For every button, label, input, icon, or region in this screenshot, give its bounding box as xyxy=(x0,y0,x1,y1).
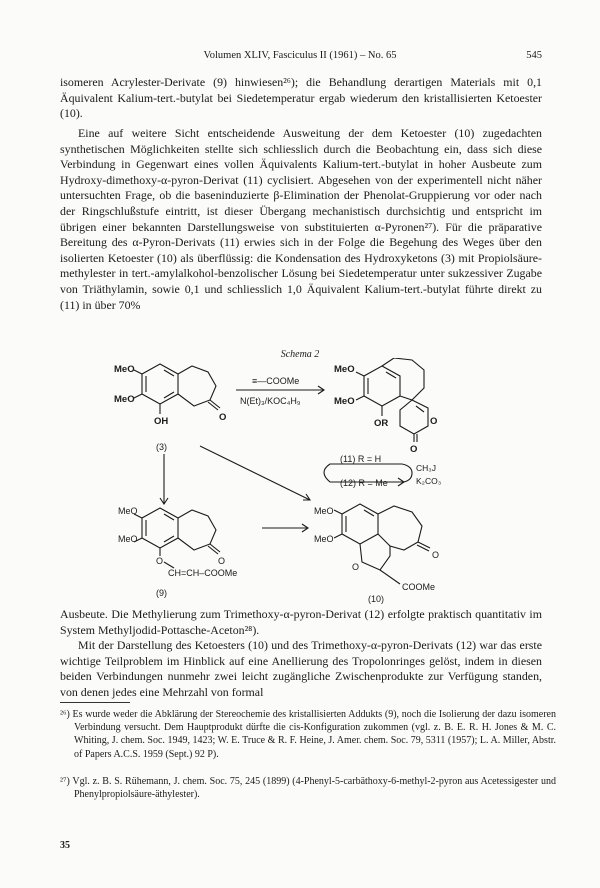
label-compound-3: (3) xyxy=(156,442,167,452)
page-number: 545 xyxy=(526,50,542,61)
label-meo: MeO xyxy=(334,396,355,407)
paragraph-1: isomeren Acrylester-Derivate (9) hinwiesen²⁶); die Behandlung derartigen Materials mit 0,1 Äquivalent Kalium-tert.-butylat bei Siedetemperatur ergab wiederum den kristallisierten Ketoester (10). xyxy=(60,75,542,121)
label-oh: OH xyxy=(154,416,169,427)
label-compound-9: (9) xyxy=(156,588,167,598)
footnote-26: ²⁶) Es wurde weder die Abklärung der Stereochemie des kristallisierten Addukts (9), noch die Isolierung der dazu isomeren Verbindung versucht. Dem Hauptprodukt dürfte die cis-Konfiguration zukommen (vgl. z. B. E. R. H. Jones & M. C. Whiting, J. chem. Soc. 1949, 1423; W. E. Truce & R. F. Heine, J. Amer. chem. Soc. 79, 5311 (1957); L. A. Miller, Abstr. of Papers A.C.S. 1959 (Sept.) 92 P). xyxy=(60,709,556,760)
label-meo: MeO xyxy=(118,506,138,516)
signature-mark: 35 xyxy=(60,840,70,851)
label-o: O xyxy=(410,444,418,455)
label-compound-11: (11) R = H xyxy=(340,454,382,464)
running-header xyxy=(0,50,600,66)
paragraph-2: Eine auf weitere Sicht entscheidende Ausweitung der dem Ketoester (10) zugedachten synthetischen Möglichkeiten stellte sich schliesslich durch die Beobachtung ein, dass sich diese Verbindung in Gegenwart eines vollen Äquivalents Kalium-tert.-butylat in hoher Ausbeute zum Hydroxy-dimethoxy-α-pyron-Derivat (11) cyclisiert. Abgesehen von der experimentell nicht näher untersuchten Frage, ob die baseninduzierte β-Elimination der Phenolat-Gruppierung vor oder nach der Ringschlußstufe eintritt, ist dieser Übergang mechanistisch durchsichtig und entspricht im übrigen einer bekannten Darstellungsweise von substituierten α-Pyronen²⁷). Für die präparative Bereitung des α-Pyron-Derivats (11) erwies sich in der Folge die Begehung des Weges über den isolierten Ketoester (10) als überflüssig: die Kondensation des Hydroxyketons (3) mit Propiolsäure-methylester in tert.-amylalkohol-benzolischer Lösung bei Siedetemperatur unter sukzessiver Zugabe von Triäthylamin, sowie 0,1 und schliesslich 1,0 Äquivalent Kalium-tert.-butylat führte direkt zu (11) in über 70% xyxy=(60,126,542,312)
label-coome: COOMe xyxy=(402,582,436,592)
footnote-27: ²⁷) Vgl. z. B. S. Rühemann, J. chem. Soc. 75, 245 (1899) (4-Phenyl-5-carbäthoxy-6-methyl-2-pyron aus Acetessigester und Phenylpropiolsäure-äthylester). xyxy=(60,776,556,801)
compound-3-structure xyxy=(134,364,220,414)
reaction-arrow-diagonal xyxy=(200,446,310,500)
label-meo: MeO xyxy=(314,506,334,516)
label-or: OR xyxy=(374,418,389,429)
label-o: O xyxy=(430,416,438,427)
reagent-base: N(Et)₃/KOC₄H₉ xyxy=(240,396,301,406)
paragraph-4: Mit der Darstellung des Ketoesters (10) und des Trimethoxy-α-pyron-Derivats (12) war das erste wichtige Teilproblem im Hinblick auf eine Anellierung des Tropolonringes gelöst, indem in diesen beiden Verbindungen nunmehr zwei leicht zugängliche Zwischenprodukte zur Verfügung standen, von denen jedes eine Mehrzahl von formal xyxy=(60,638,542,699)
label-meo: MeO xyxy=(314,534,334,544)
paragraph-3: Ausbeute. Die Methylierung zum Trimethoxy-α-pyron-Derivat (12) erfolgte praktisch quantitativ im System Methyljodid-Pottasche-Aceton²⁸). xyxy=(60,607,542,637)
label-o: O xyxy=(218,556,226,566)
reagent-propiolate: ≡—COOMe xyxy=(252,376,300,386)
label-o: O xyxy=(432,550,440,560)
label-meo: MeO xyxy=(114,364,135,375)
compound-9-structure xyxy=(134,508,220,568)
compound-11-12-structure xyxy=(356,358,428,442)
footnote-rule xyxy=(60,702,130,703)
label-o: O xyxy=(219,412,227,423)
reaction-scheme-2 xyxy=(112,358,512,606)
reagent-methyl-iodide: CH₃J xyxy=(416,463,436,473)
label-compound-10: (10) xyxy=(368,594,385,604)
label-meo: MeO xyxy=(334,364,355,375)
label-meo: MeO xyxy=(114,394,135,405)
label-meo: MeO xyxy=(118,534,138,544)
compound-10-structure xyxy=(334,504,430,584)
scheme-title: Schema 2 xyxy=(280,349,320,360)
label-o: O xyxy=(156,556,164,566)
label-compound-12: (12) R = Me xyxy=(340,478,388,488)
label-o: O xyxy=(352,562,360,572)
label-side-chain: CH=CH–COOMe xyxy=(168,568,238,578)
reagent-potash: K₂CO₃ xyxy=(416,476,442,486)
journal-title: Volumen XLIV, Fasciculus II (1961) – No. 65 xyxy=(203,50,397,61)
